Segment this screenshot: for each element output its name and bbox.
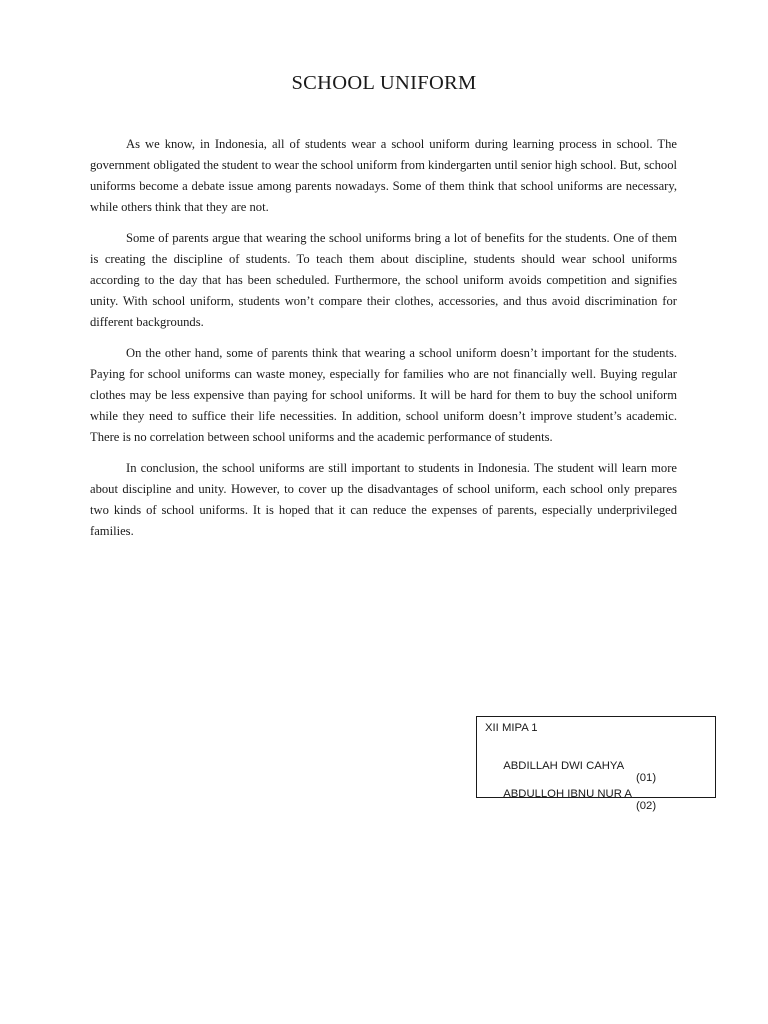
paragraph-intro: As we know, in Indonesia, all of students wear a school uniform during learning process in school. The government obligated the student to wear the school uniform from kindergarten until senior high school. But, school uniforms become a debate issue among parents nowadays. Some of them think that school uniforms are necessary, while others think that they are not. xyxy=(90,137,677,214)
class-name: XII MIPA 1 xyxy=(485,722,538,734)
author-name: ABDULLOH IBNU NUR A xyxy=(503,788,632,800)
paragraph-benefits: Some of parents argue that wearing the school uniforms bring a lot of benefits for the students. One of them is creating the discipline of students. To teach them about discipline, students should wear school uniforms according to the day that has been scheduled. Furthermore, the school uniform avoids competition and signifies unity. With school uniform, students won’t compare their clothes, accessories, and thus avoid discrimination for different backgrounds. xyxy=(90,231,677,329)
author-name: ABDILLAH DWI CAHYA xyxy=(503,760,625,772)
author-number: (02) xyxy=(636,800,657,812)
paragraph-conclusion: In conclusion, the school uniforms are still important to students in Indonesia. The student will learn more about discipline and unity. However, to cover up the disadvantages of school uniform, each school only prepares two kinds of school uniforms. It is hoped that it can reduce the expenses of parents, especially underprivileged families. xyxy=(90,461,677,538)
authors-box xyxy=(476,716,716,812)
paragraph-counterargument: On the other hand, some of parents think that wearing a school uniform doesn’t important for the students. Paying for school uniforms can waste money, especially for families who are not financially well. Buying regular clothes may be less expensive than paying for school uniforms. It will be hard for them to buy the school uniform while they need to suffice their life necessities. In addition, school uniform doesn’t improve student’s academic. There is no correlation between school uniforms and the academic performance of students. xyxy=(90,346,677,444)
document-body xyxy=(90,134,677,552)
author-number: (01) xyxy=(636,772,657,784)
document-title: SCHOOL UNIFORM xyxy=(291,72,477,94)
